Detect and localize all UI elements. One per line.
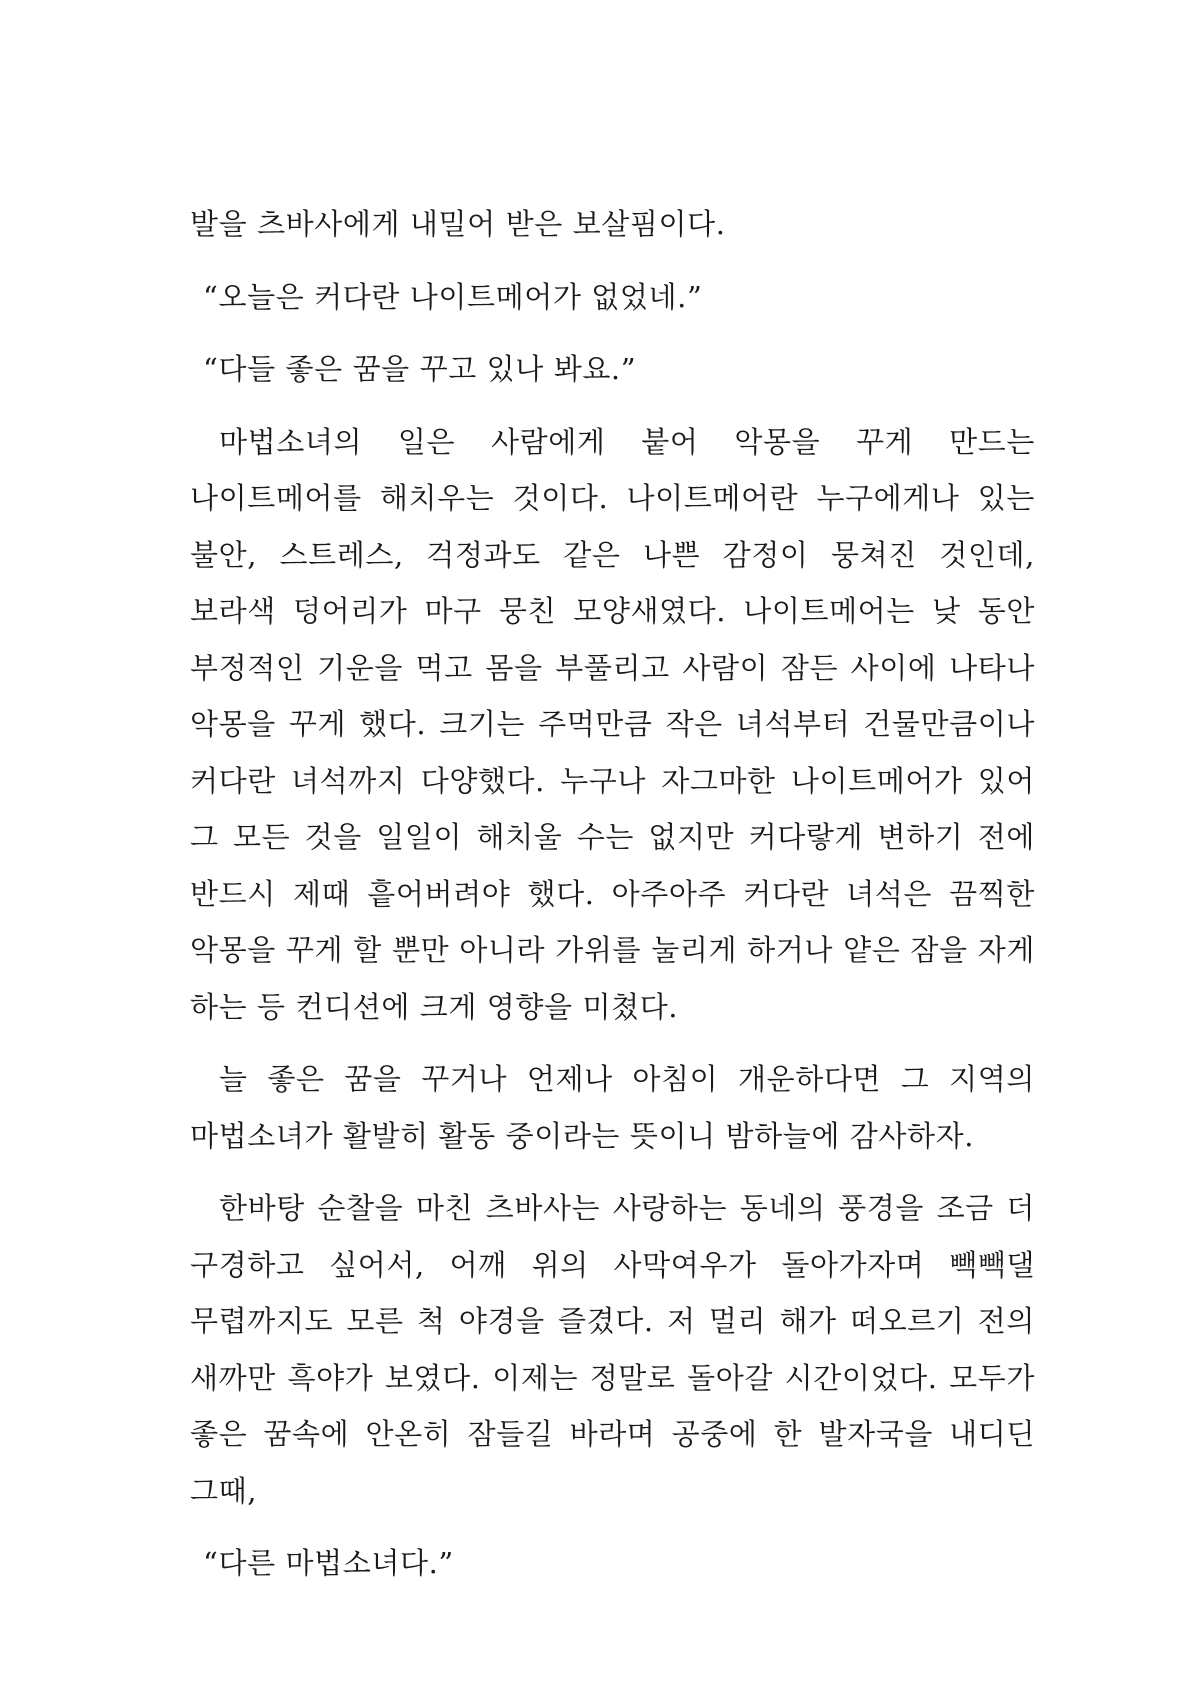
paragraph-1: 발을 츠바사에게 내밀어 받은 보살핌이다. (190, 207, 726, 241)
dialogue-line-3: “다른 마법소녀다.” (203, 1546, 454, 1580)
dialogue-line-2: “다들 좋은 꿈을 꾸고 있나 봐요.” (203, 352, 637, 386)
dialogue-line-1: “오늘은 커다란 나이트메어가 없었네.” (203, 279, 703, 314)
body-text (190, 196, 1035, 1608)
paragraph-nightmare-description: 마법소녀의 일은 사람에게 붙어 악몽을 꾸게 만드는 나이트메어를 해치우는 것이다. 나이트메어란 누구에게나 있는 불안, 스트레스, 걱정과도 같은 나쁜 감정이 뭉쳐진 것인데, 보라색 덩어리가 마구 뭉친 모양새였다. 나이트메어는 낮 동안 부정적인 기운을 먹고 몸을 부풀리고 사람이 잠든 사이에 나타나 악몽을 꾸게 했다. 크기는 주먹만큼 작은 녀석부터 건물만큼이나 커다란 녀석까지 다양했다. 누구나 자그마한 나이트메어가 있어 그 모든 것을 일일이 해치울 수는 없지만 커다랗게 변하기 전에 반드시 제때 흩어버려야 했다. 아주아주 커다란 녀석은 끔찍한 악몽을 꾸게 할 뿐만 아니라 가위를 눌리게 하거나 얕은 잠을 자게 하는 등 컨디션에 크게 영향을 미쳤다. (190, 424, 1035, 1024)
paragraph-night-sky: 늘 좋은 꿈을 꾸거나 언제나 아침이 개운하다면 그 지역의 마법소녀가 활발히 활동 중이라는 뜻이니 밤하늘에 감사하자. (190, 1062, 1035, 1153)
paragraph-patrol: 한바탕 순찰을 마친 츠바사는 사랑하는 동네의 풍경을 조금 더 구경하고 싶어서, 어깨 위의 사막여우가 돌아가자며 빽빽댈 무렵까지도 모른 척 야경을 즐겼다. 저 멀리 해가 떠오르기 전의 새까만 흑야가 보였다. 이제는 정말로 돌아갈 시간이었다. 모두가 좋은 꿈속에 안온히 잠들길 바라며 공중에 한 발자국을 내디딘 그때, (190, 1191, 1035, 1508)
